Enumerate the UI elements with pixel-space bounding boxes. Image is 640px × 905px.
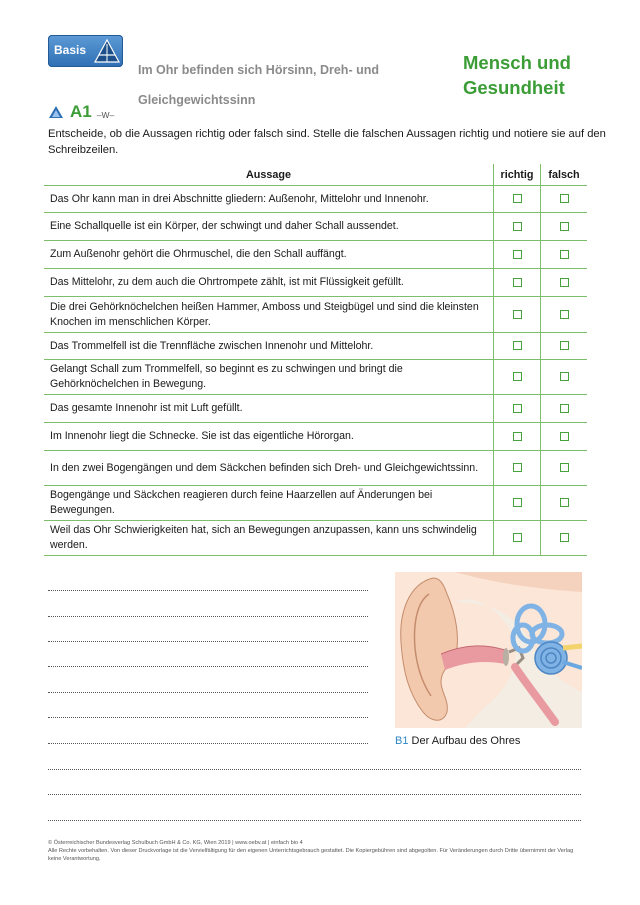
writing-line[interactable] <box>48 769 581 770</box>
richtig-checkbox[interactable] <box>513 341 522 350</box>
writing-line[interactable] <box>48 641 368 642</box>
richtig-checkbox[interactable] <box>513 372 522 381</box>
statement-text: Gelangt Schall zum Trommelfell, so beginnt es zu schwingen und bringt die Gehörknöchelchen in Bewegung. <box>44 360 494 395</box>
richtig-checkbox[interactable] <box>513 432 522 441</box>
task-heading <box>48 102 114 122</box>
statement-text: Bogengänge und Säckchen reagieren durch feine Haarzellen auf Änderungen bei Bewegungen. <box>44 486 494 521</box>
footer-line: Alle Rechte vorbehalten. Von dieser Druckvorlage ist die Vervielfältigung für den eigenen Unterrichtsgebrauch gestattet. Die Kopiergebühren sind abgegolten. Für Veränderungen durch Dritte übernimmt der Verlag keine Verantwortung. <box>48 848 574 862</box>
writing-line[interactable] <box>48 820 581 821</box>
triangle-level-icon <box>94 38 120 64</box>
table-row <box>44 423 587 451</box>
richtig-checkbox[interactable] <box>513 498 522 507</box>
task-level: –W– <box>96 109 115 120</box>
table-row <box>44 186 587 213</box>
richtig-checkbox[interactable] <box>513 194 522 203</box>
figure-caption <box>395 735 520 747</box>
falsch-checkbox[interactable] <box>560 372 569 381</box>
falsch-checkbox[interactable] <box>560 533 569 542</box>
table-row <box>44 269 587 297</box>
falsch-checkbox[interactable] <box>560 432 569 441</box>
statement-text: Das Mittelohr, zu dem auch die Ohrtrompete zählt, ist mit Flüssigkeit gefüllt. <box>44 269 494 297</box>
header-falsch: falsch <box>541 164 588 186</box>
statements-table <box>44 164 587 556</box>
table-row <box>44 521 587 556</box>
table-row <box>44 395 587 423</box>
falsch-checkbox[interactable] <box>560 498 569 507</box>
writing-line[interactable] <box>48 590 368 591</box>
statement-text: Weil das Ohr Schwierigkeiten hat, sich an Bewegungen anzupassen, kann uns schwindelig werden. <box>44 521 494 556</box>
richtig-checkbox[interactable] <box>513 533 522 542</box>
table-row <box>44 333 587 360</box>
writing-line[interactable] <box>48 794 581 795</box>
falsch-checkbox[interactable] <box>560 463 569 472</box>
figure-number: B1 <box>395 735 409 747</box>
copyright-footer <box>48 839 588 863</box>
richtig-checkbox[interactable] <box>513 222 522 231</box>
richtig-checkbox[interactable] <box>513 463 522 472</box>
table-row <box>44 360 587 395</box>
header-richtig: richtig <box>494 164 541 186</box>
richtig-checkbox[interactable] <box>513 404 522 413</box>
table-row <box>44 486 587 521</box>
falsch-checkbox[interactable] <box>560 194 569 203</box>
table-header-row <box>44 164 587 186</box>
logo-label: Basis <box>54 43 87 57</box>
richtig-checkbox[interactable] <box>513 250 522 259</box>
falsch-checkbox[interactable] <box>560 278 569 287</box>
task-instructions: Entscheide, ob die Aussagen richtig oder falsch sind. Stelle die falschen Aussagen richtig und notiere sie auf den Schreibzeilen. <box>48 128 606 156</box>
richtig-checkbox[interactable] <box>513 310 522 319</box>
falsch-checkbox[interactable] <box>560 222 569 231</box>
statement-text: Im Innenohr liegt die Schnecke. Sie ist das eigentliche Hörorgan. <box>44 423 494 451</box>
writing-line[interactable] <box>48 666 368 667</box>
figure-caption-text: Der Aufbau des Ohres <box>411 735 521 747</box>
basis-logo <box>48 35 123 67</box>
table-row <box>44 241 587 269</box>
table-row <box>44 297 587 333</box>
ear-anatomy-illustration <box>395 572 582 728</box>
falsch-checkbox[interactable] <box>560 250 569 259</box>
statement-text: Das Trommelfell ist die Trennfläche zwischen Innenohr und Mittelohr. <box>44 333 494 360</box>
falsch-checkbox[interactable] <box>560 341 569 350</box>
statement-text: In den zwei Bogengängen und dem Säckchen befinden sich Dreh- und Gleichgewichtssinn. <box>44 451 494 486</box>
footer-line: © Österreichischer Bundesverlag Schulbuch GmbH & Co. KG, Wien 2019 | www.oebv.at | einfach bio 4 <box>48 840 303 846</box>
table-row <box>44 451 587 486</box>
table-row <box>44 213 587 241</box>
falsch-checkbox[interactable] <box>560 310 569 319</box>
statement-text: Die drei Gehörknöchelchen heißen Hammer, Amboss und Steigbügel und sind die kleinsten Knochen im menschlichen Körper. <box>44 297 494 333</box>
richtig-checkbox[interactable] <box>513 278 522 287</box>
basis-level-icon <box>48 105 64 119</box>
writing-line[interactable] <box>48 717 368 718</box>
writing-line[interactable] <box>48 692 368 693</box>
falsch-checkbox[interactable] <box>560 404 569 413</box>
task-number: A1 <box>70 102 92 121</box>
statement-text: Das Ohr kann man in drei Abschnitte gliedern: Außenohr, Mittelohr und Innenohr. <box>44 186 494 213</box>
statement-text: Das gesamte Innenohr ist mit Luft gefüllt. <box>44 395 494 423</box>
page-title: Im Ohr befinden sich Hörsinn, Dreh- und Gleichgewichtssinn <box>138 63 379 107</box>
subject-heading: Mensch und Gesundheit <box>463 52 571 98</box>
statement-text: Zum Außenohr gehört die Ohrmuschel, die den Schall auffängt. <box>44 241 494 269</box>
writing-line[interactable] <box>48 743 368 744</box>
header-aussage: Aussage <box>245 168 291 181</box>
writing-line[interactable] <box>48 616 368 617</box>
statement-text: Eine Schallquelle ist ein Körper, der schwingt und daher Schall aussendet. <box>44 213 494 241</box>
